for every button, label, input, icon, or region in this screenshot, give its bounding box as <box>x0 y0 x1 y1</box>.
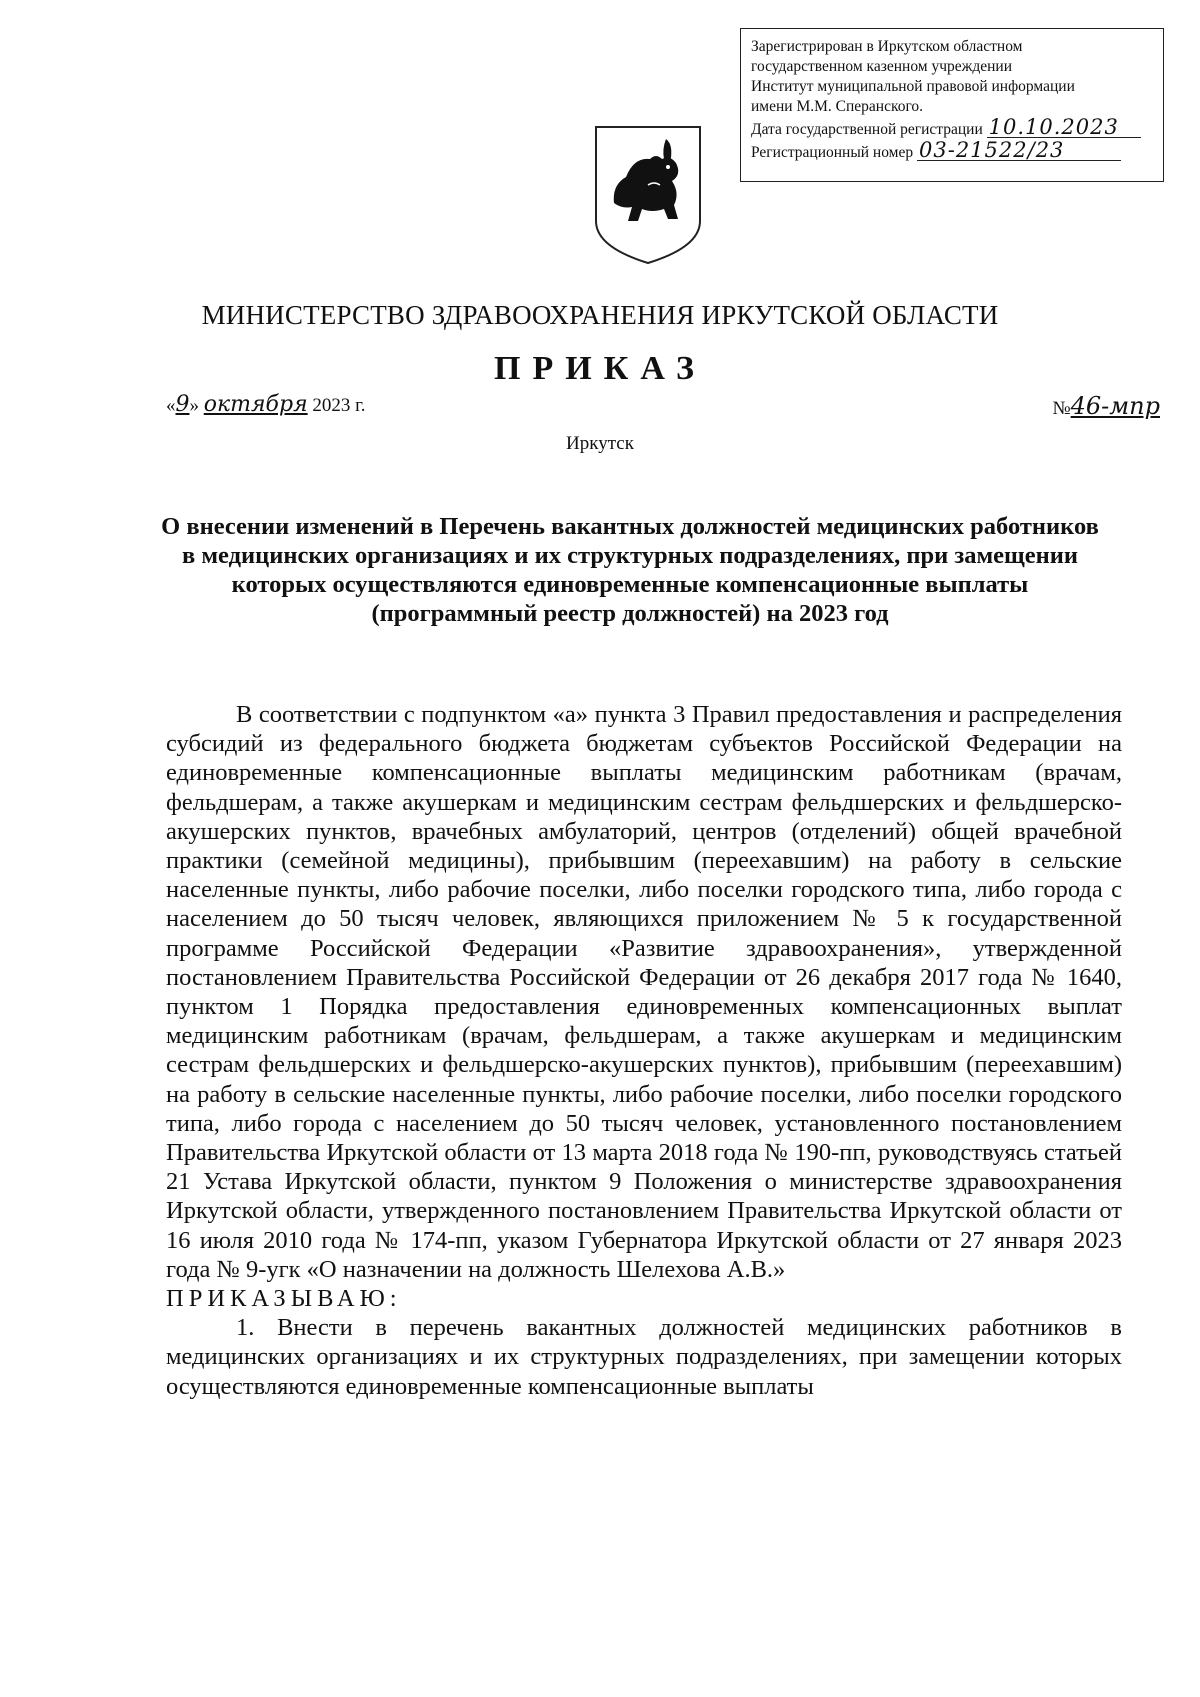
stamp-line-1: Зарегистрирован в Иркутском областном <box>751 38 1023 55</box>
registration-stamp <box>740 28 1164 182</box>
date-month: октября <box>203 392 308 417</box>
stamp-reg-row <box>751 140 1153 163</box>
document-body <box>166 700 1122 1401</box>
stamp-reg-label: Регистрационный номер <box>751 144 914 161</box>
directive-word: ПРИКАЗЫВАЮ: <box>166 1285 402 1313</box>
number-value: 46-мпр <box>1070 392 1160 420</box>
number-label: № <box>1052 398 1071 419</box>
date-quote-close: » <box>189 395 199 416</box>
city-name: Иркутск <box>566 433 634 454</box>
stamp-line-3: Институт муниципальной правовой информации <box>751 78 1075 95</box>
order-date <box>166 392 366 417</box>
date-day: 9 <box>175 392 190 417</box>
document-type: ПРИКАЗ <box>494 350 706 387</box>
stamp-reg-value: 03-21522/23 <box>917 140 1121 161</box>
coat-of-arms-icon <box>592 123 704 267</box>
date-quote-open: « <box>166 395 176 416</box>
stamp-line-2: государственном казенном учреждении <box>751 58 1013 75</box>
order-number <box>1052 392 1160 420</box>
item-1-paragraph: 1. Внести в перечень вакантных должностей медицинских работников в медицинских организациях и их структурных подразделениях, при замещении которых осуществляются единовременные компенсационные выплаты <box>166 1314 1122 1400</box>
stamp-date-value: 10.10.2023 <box>987 117 1141 138</box>
document-title: О внесении изменений в Перечень вакантных должностей медицинских работников в медицинских организациях и их структурных подразделениях, при замещении которых осуществляются единовременные компенсационные выплаты (программный реестр должностей) на 2023 год <box>161 513 1099 627</box>
ministry-name: МИНИСТЕРСТВО ЗДРАВООХРАНЕНИЯ ИРКУТСКОЙ ОБЛАСТИ <box>201 300 999 330</box>
stamp-line-4: имени М.М. Сперанского. <box>751 98 924 115</box>
date-year: 2023 г. <box>312 395 366 416</box>
stamp-date-label: Дата государственной регистрации <box>751 121 983 138</box>
preamble-paragraph: В соответствии с подпунктом «а» пункта 3 Правил предоставления и распределения субсидий из федерального бюджета бюджетам субъектов Российской Федерации на единовременные компенсационные выплаты медицинским работникам (врачам, фельдшерам, а также акушеркам и медицинским сестрам фельдшерских и фельдшерско-акушерских пунктов, врачебных амбулаторий, центров (отделений) общей врачебной практики (семейной медицины), прибывшим (переехавшим) на работу в сельские населенные пункты, либо рабочие поселки, либо поселки городского типа, либо города с населением до 50 тысяч человек, являющихся приложением № 5 к государственной программе Российской Федерации «Развитие здравоохранения», утвержденной постановлением Правительства Российской Федерации от 26 декабря 2017 года № 1640, пунктом 1 Порядка предоставления единовременных компенсационных выплат медицинским работникам (врачам, фельдшерам, а также акушеркам и медицинским сестрам фельдшерских и фельдшерско-акушерских пунктов), прибывшим (переехавшим) на работу в сельские населенные пункты, либо рабочие поселки, либо поселки городского типа, либо города с населением до 50 тысяч человек, установленного постановлением Правительства Иркутской области от 13 марта 2018 года № 190-пп, руководствуясь статьей 21 Устава Иркутской области, пунктом 9 Положения о министерстве здравоохранения Иркутской области, утвержденного постановлением Правительства Иркутской области от 16 июля 2010 года № 174-пп, указом Губернатора Иркутской области от 27 января 2023 года № 9-угк «О назначении на должность Шелехова А.В.» <box>166 701 1122 1283</box>
stamp-date-row <box>751 117 1153 140</box>
